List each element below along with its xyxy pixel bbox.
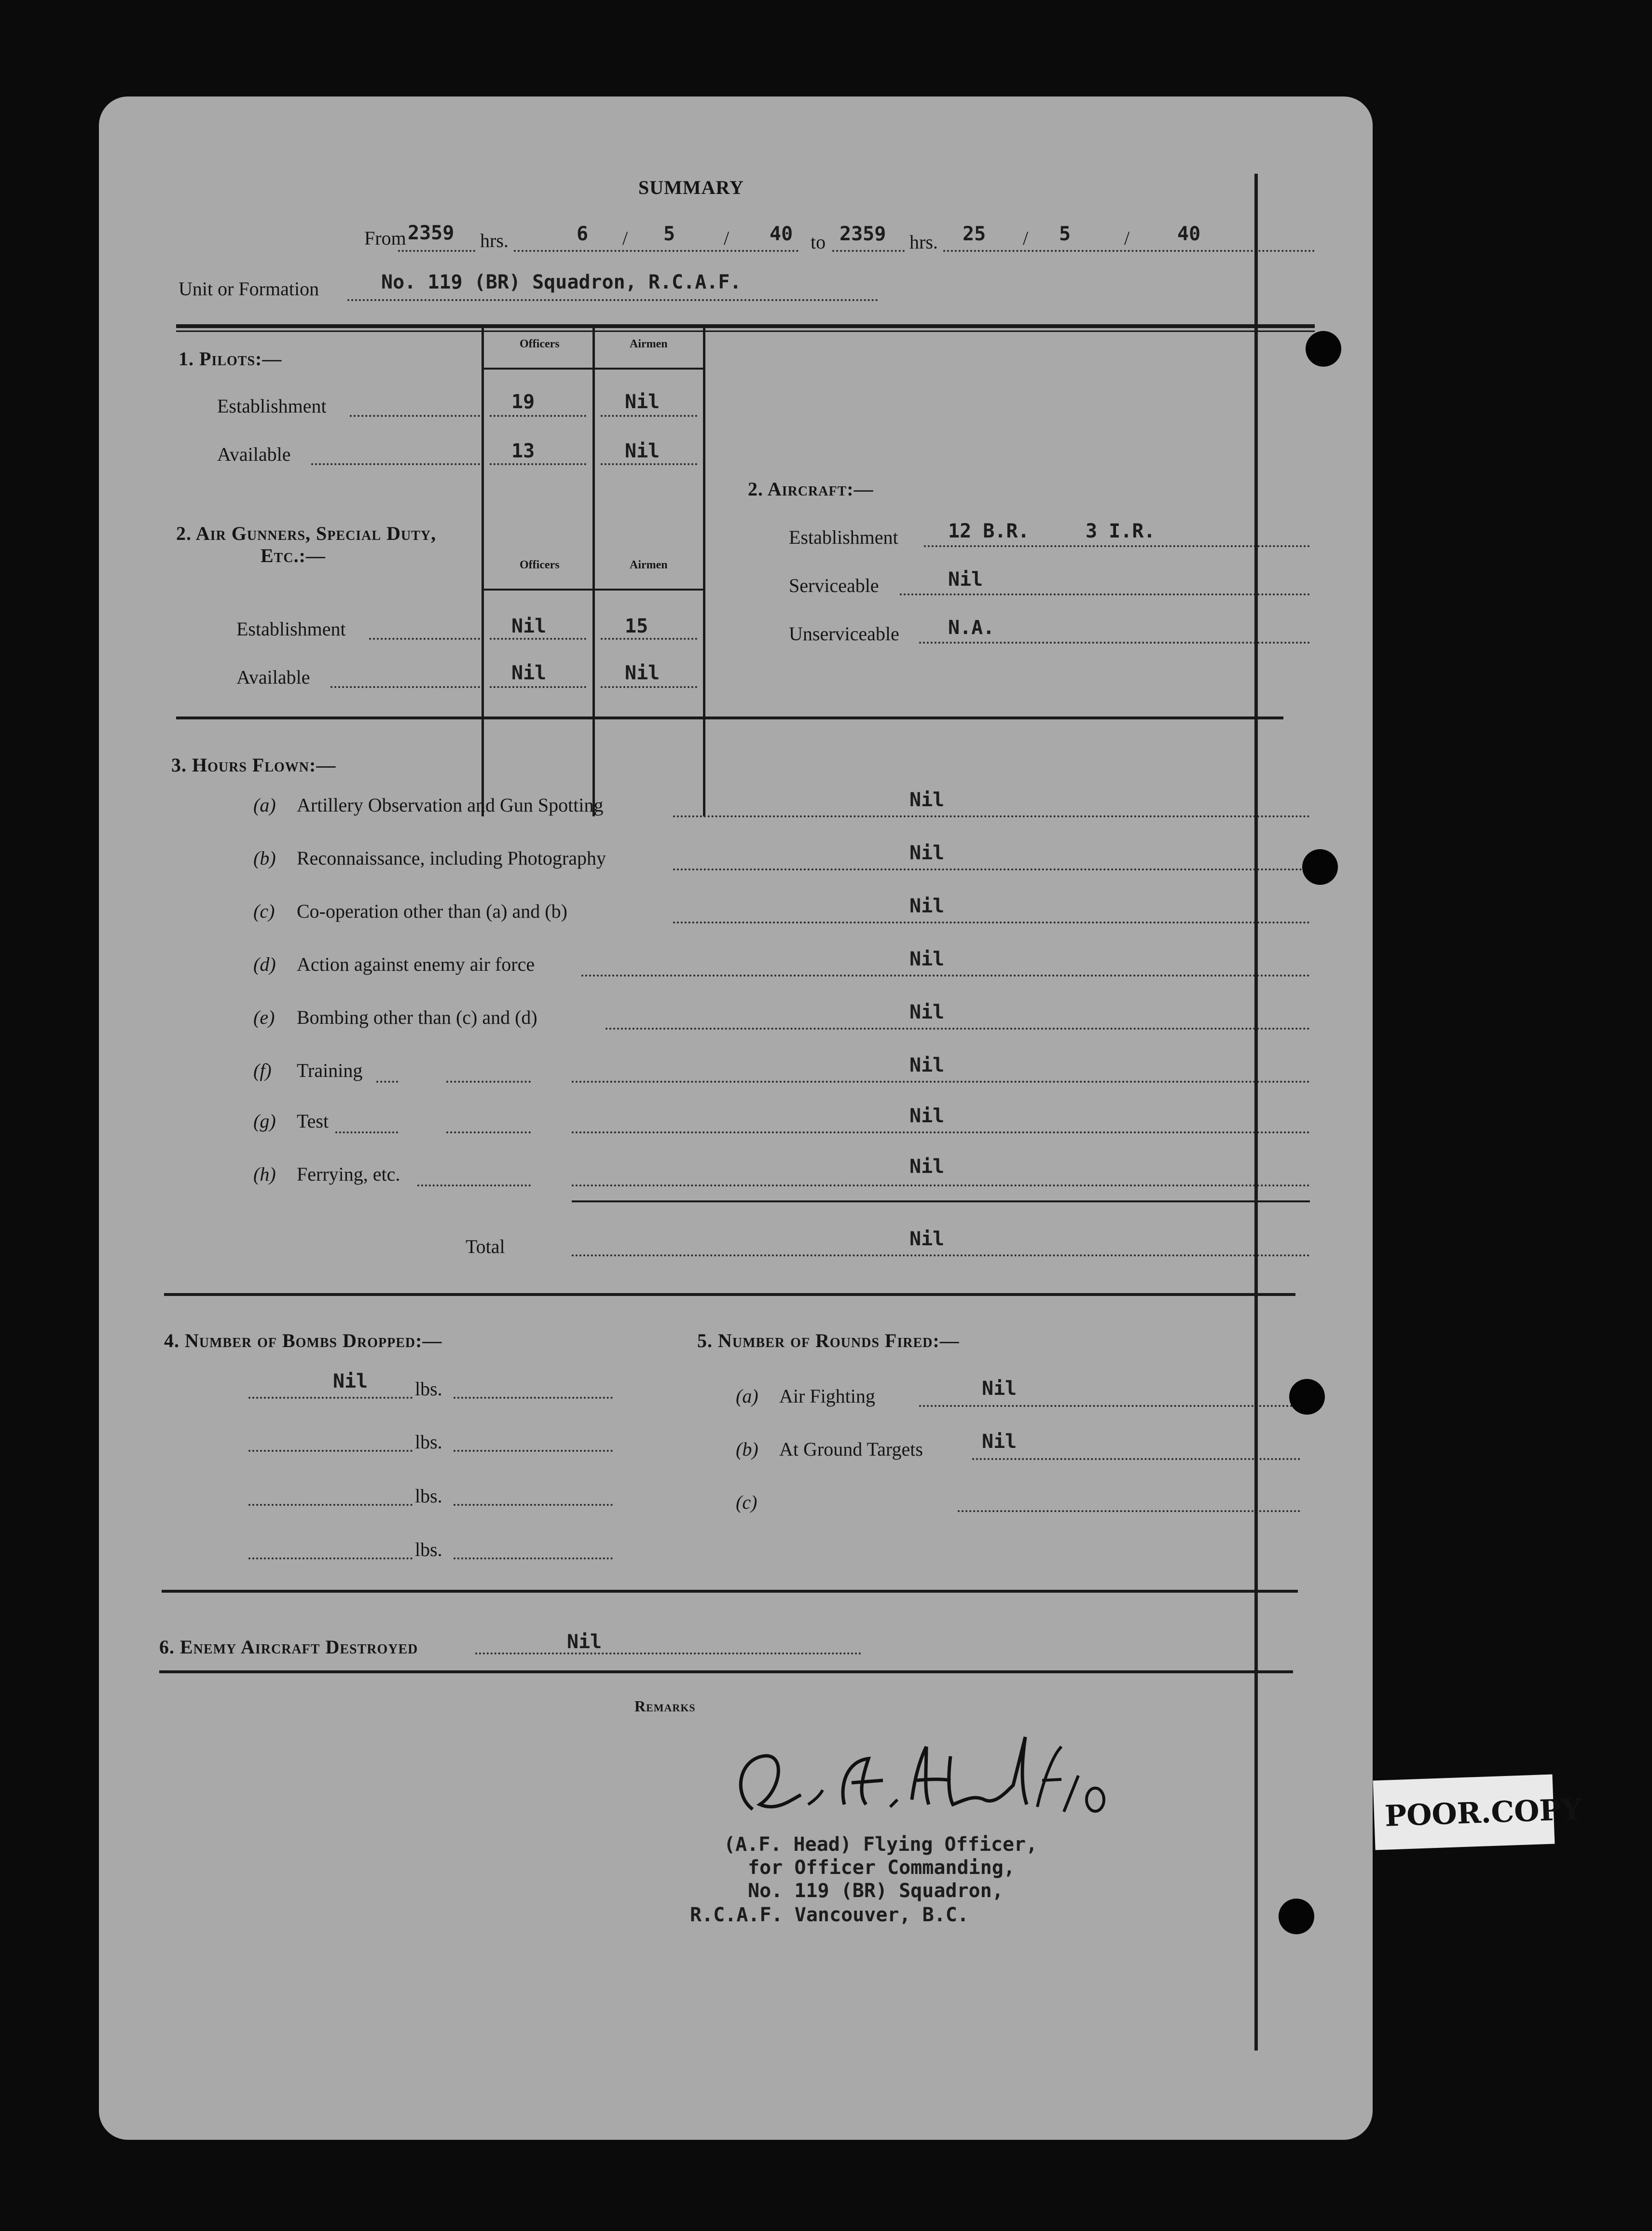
binder-hole-3 <box>1289 1379 1325 1415</box>
col-header-officers-1: Officers <box>520 338 560 350</box>
signature-line-1: (A.F. Head) Flying Officer, <box>724 1833 1038 1856</box>
hours-letter-b: (b) <box>253 847 276 869</box>
gunners-establishment-airmen: 15 <box>625 615 648 637</box>
gunners-establishment-officers: Nil <box>511 615 547 637</box>
from-day: 6 <box>577 223 589 245</box>
hours-label-f: Training <box>297 1060 363 1081</box>
gunners-available-label: Available <box>236 666 310 688</box>
col-header-officers-2: Officers <box>520 559 560 571</box>
pilots-available-label: Available <box>217 443 291 465</box>
binder-hole-2 <box>1302 849 1338 885</box>
hours-letter-g: (g) <box>253 1110 276 1132</box>
pilots-available-airmen: Nil <box>625 440 660 462</box>
to-label: to <box>811 231 826 253</box>
sep-4: / <box>1124 227 1130 249</box>
from-label: From <box>364 227 406 249</box>
air-gunners-heading-1: 2. Air Gunners, Special Duty, <box>176 523 437 544</box>
hours-letter-f: (f) <box>253 1060 272 1081</box>
hours-value-h: Nil <box>909 1156 945 1178</box>
from-month: 5 <box>663 223 675 245</box>
rounds-label-a: Air Fighting <box>779 1385 875 1407</box>
hours-value-b: Nil <box>909 842 945 864</box>
hours-value-f: Nil <box>909 1054 945 1076</box>
hours-letter-h: (h) <box>253 1163 276 1185</box>
gunners-establishment-label: Establishment <box>236 618 346 640</box>
hours-label-d: Action against enemy air force <box>297 953 535 975</box>
bombs-unit-3: lbs. <box>415 1485 442 1507</box>
bombs-heading: 4. Number of Bombs Dropped:— <box>164 1330 442 1351</box>
col-header-airmen-1: Airmen <box>630 338 668 350</box>
bombs-unit-1: lbs. <box>415 1378 442 1400</box>
aircraft-unserviceable-value: N.A. <box>948 617 995 639</box>
hours-value-a: Nil <box>909 789 945 811</box>
hours-label-a: Artillery Observation and Gun Spotting <box>297 794 604 816</box>
to-year: 40 <box>1177 223 1201 245</box>
aircraft-heading: 2. Aircraft:— <box>748 478 874 500</box>
hours-label-g: Test <box>297 1110 329 1132</box>
hours-value-d: Nil <box>909 948 945 970</box>
hours-total-label: Total <box>466 1236 505 1257</box>
remarks-heading: Remarks <box>634 1697 696 1715</box>
hours-value-e: Nil <box>909 1001 945 1023</box>
aircraft-unserviceable-label: Unserviceable <box>789 623 899 645</box>
aircraft-establishment-label: Establishment <box>789 526 898 548</box>
aircraft-serviceable-value: Nil <box>948 568 983 591</box>
hours-label-e: Bombing other than (c) and (d) <box>297 1006 537 1028</box>
binder-hole-1 <box>1306 331 1341 367</box>
enemy-aircraft-label: 6. Enemy Aircraft Destroyed <box>159 1636 418 1658</box>
to-month: 5 <box>1059 223 1071 245</box>
hours-value-c: Nil <box>909 895 945 917</box>
to-time: 2359 <box>840 223 886 245</box>
bombs-value-1: Nil <box>333 1370 368 1392</box>
sep-1: / <box>622 227 628 249</box>
poor-copy-stamp <box>1373 1775 1583 1850</box>
signature-line-4: R.C.A.F. Vancouver, B.C. <box>690 1904 969 1926</box>
rounds-heading: 5. Number of Rounds Fired:— <box>697 1330 960 1351</box>
from-year: 40 <box>770 223 793 245</box>
pilots-establishment-officers: 19 <box>511 391 535 413</box>
aircraft-serviceable-label: Serviceable <box>789 575 879 596</box>
rounds-value-b: Nil <box>982 1431 1017 1453</box>
hours-letter-e: (e) <box>253 1006 275 1028</box>
rounds-letter-a: (a) <box>736 1385 758 1407</box>
bombs-unit-4: lbs. <box>415 1539 442 1560</box>
to-day: 25 <box>963 223 986 245</box>
rounds-letter-b: (b) <box>736 1438 758 1460</box>
hours-letter-d: (d) <box>253 953 276 975</box>
sep-3: / <box>1023 227 1029 249</box>
signature-line-2: for Officer Commanding, <box>748 1857 1015 1879</box>
pilots-establishment-label: Establishment <box>217 395 327 417</box>
hours-label-b: Reconnaissance, including Photography <box>297 847 606 869</box>
hrs-label-1: hrs. <box>480 230 509 251</box>
bombs-unit-2: lbs. <box>415 1431 442 1453</box>
poor-copy-text: POOR.COPY <box>1384 1792 1583 1833</box>
hours-letter-c: (c) <box>253 900 275 922</box>
handwritten-signature <box>724 1727 1119 1833</box>
signature-line-3: No. 119 (BR) Squadron, <box>748 1880 1004 1902</box>
hours-total-value: Nil <box>909 1228 945 1250</box>
hours-label-h: Ferrying, etc. <box>297 1163 400 1185</box>
sep-2: / <box>724 227 730 249</box>
enemy-aircraft-value: Nil <box>567 1631 602 1653</box>
gunners-available-officers: Nil <box>511 662 547 684</box>
aircraft-establishment-ir: 3 I.R. <box>1086 520 1156 542</box>
hours-flown-heading: 3. Hours Flown:— <box>171 754 336 776</box>
binder-hole-4 <box>1279 1899 1314 1934</box>
hours-label-c: Co-operation other than (a) and (b) <box>297 900 567 922</box>
air-gunners-heading-2: Etc.:— <box>261 545 326 566</box>
pilots-heading: 1. Pilots:— <box>179 348 282 370</box>
col-header-airmen-2: Airmen <box>630 559 668 571</box>
rounds-letter-c: (c) <box>736 1491 757 1513</box>
form-title: SUMMARY <box>638 177 744 198</box>
hrs-label-2: hrs. <box>909 231 938 253</box>
hours-letter-a: (a) <box>253 794 276 816</box>
gunners-available-airmen: Nil <box>625 662 660 684</box>
hours-value-g: Nil <box>909 1105 945 1127</box>
pilots-establishment-airmen: Nil <box>625 391 660 413</box>
from-time: 2359 <box>408 222 454 244</box>
pilots-available-officers: 13 <box>511 440 535 462</box>
unit-value: No. 119 (BR) Squadron, R.C.A.F. <box>381 271 742 293</box>
aircraft-establishment-br: 12 B.R. <box>948 520 1030 542</box>
unit-label: Unit or Formation <box>179 278 319 300</box>
rounds-label-b: At Ground Targets <box>779 1438 923 1460</box>
rounds-value-a: Nil <box>982 1377 1017 1400</box>
